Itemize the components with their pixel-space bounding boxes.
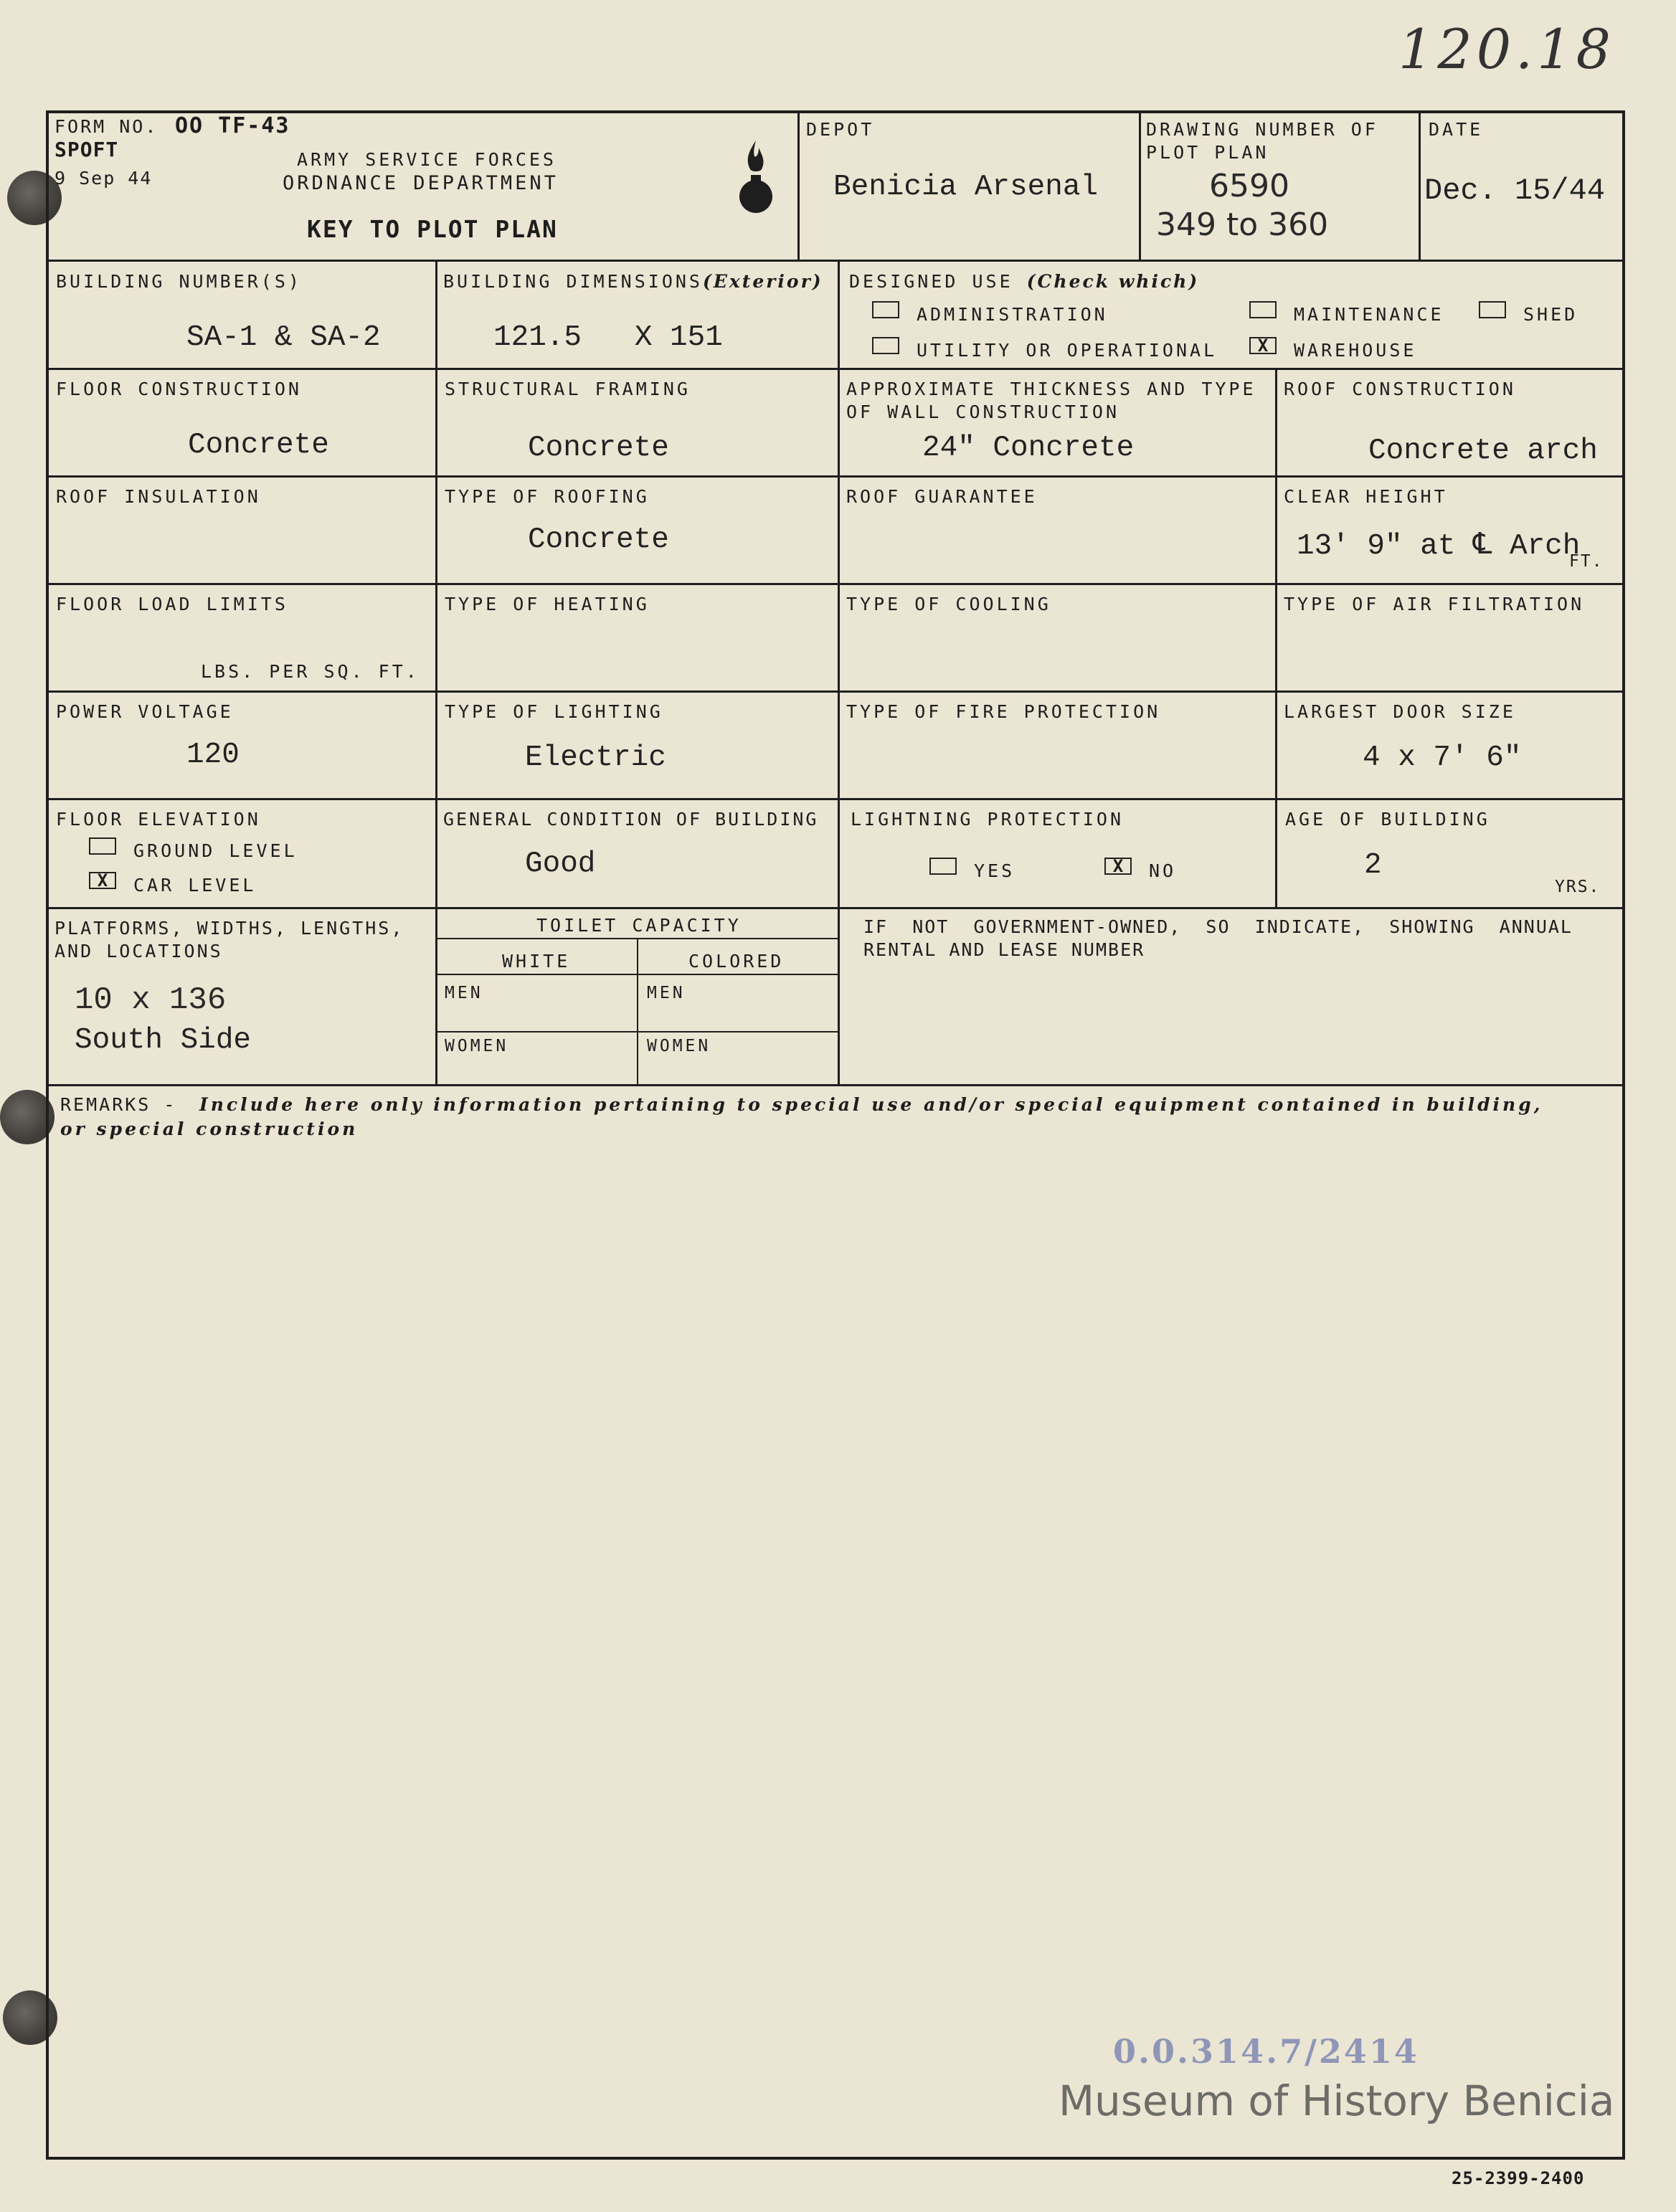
wall-construction-label-2: OF WALL CONSTRUCTION (846, 402, 1120, 422)
age-unit: YRS. (1555, 878, 1601, 896)
date-label: DATE (1429, 119, 1484, 140)
form-no-value: OO TF-43 (175, 113, 290, 138)
age-label: AGE OF BUILDING (1285, 809, 1490, 830)
warehouse-label: WAREHOUSE (1294, 340, 1417, 361)
rule-header-v1 (797, 113, 800, 261)
building-numbers-label: BUILDING NUMBER(S) (56, 271, 302, 292)
rule-row5-bottom (49, 798, 1622, 800)
org-line-2: ORDNANCE DEPARTMENT (283, 172, 559, 194)
toilet-white-women-label: WOMEN (445, 1037, 509, 1055)
rule-col2 (838, 260, 840, 1086)
rule-header-v2 (1139, 113, 1141, 261)
car-level-label: CAR LEVEL (133, 875, 257, 896)
rule-col1 (435, 260, 437, 1086)
rule-row6-bottom (49, 907, 1622, 909)
age-value: 2 (1364, 849, 1382, 882)
rule-row2-bottom (49, 475, 1622, 478)
clear-height-value: 13' 9" at ℄ Arch (1297, 530, 1581, 563)
floor-elevation-label: FLOOR ELEVATION (56, 809, 261, 830)
maintenance-label: MAINTENANCE (1294, 304, 1444, 325)
depot-value: Benicia Arsenal (833, 171, 1099, 204)
air-filtration-label: TYPE OF AIR FILTRATION (1284, 594, 1585, 614)
roof-construction-label: ROOF CONSTRUCTION (1284, 379, 1516, 399)
floor-construction-value: Concrete (188, 429, 329, 462)
condition-label: GENERAL CONDITION OF BUILDING (443, 809, 819, 830)
lightning-protection-label: LIGHTNING PROTECTION (851, 809, 1125, 830)
ground-level-label: GROUND LEVEL (133, 840, 298, 861)
door-size-label: LARGEST DOOR SIZE (1284, 701, 1516, 722)
form-date: 9 Sep 44 (55, 168, 153, 189)
structural-framing-value: Concrete (528, 432, 669, 465)
toilet-capacity-label: TOILET CAPACITY (536, 915, 742, 936)
floor-load-unit: LBS. PER SQ. FT. (201, 661, 420, 682)
door-size-value: 4 x 7' 6" (1363, 741, 1522, 774)
building-dimensions-label (443, 271, 823, 292)
designed-use-label (849, 271, 1199, 292)
rental-label-2: RENTAL AND LEASE NUMBER (863, 939, 1145, 960)
toilet-colored-label: COLORED (688, 951, 785, 972)
form-no-label: FORM NO. (55, 116, 158, 137)
platforms-label-1: PLATFORMS, WIDTHS, LENGTHS, (55, 918, 404, 939)
org-line-1: ARMY SERVICE FORCES (297, 149, 557, 170)
structural-framing-label: STRUCTURAL FRAMING (445, 379, 691, 399)
rule-header-bottom (49, 260, 1622, 262)
lightning-yes-checkbox[interactable] (929, 858, 957, 875)
toilet-white-label: WHITE (502, 951, 571, 972)
floor-construction-label: FLOOR CONSTRUCTION (56, 379, 302, 399)
heating-label: TYPE OF HEATING (445, 594, 650, 614)
platforms-label-2: AND LOCATIONS (55, 941, 223, 962)
rule-row4-bottom (49, 690, 1622, 693)
fire-protection-label: TYPE OF FIRE PROTECTION (846, 701, 1161, 722)
lightning-no-label: NO (1149, 860, 1177, 881)
lightning-yes-label: YES (974, 860, 1015, 881)
wall-construction-value: 24" Concrete (922, 432, 1135, 465)
archive-stamp-number: 0.0.314.7/2414 (1113, 2032, 1419, 2071)
building-dimensions-label-note: (Exterior) (702, 271, 823, 292)
designed-use-label-note: (Check which) (1026, 271, 1200, 292)
rule-header-v3 (1419, 113, 1421, 261)
form-code: SPOFT (55, 138, 119, 161)
lighting-value: Electric (525, 741, 666, 774)
car-level-checkbox[interactable]: X (89, 872, 116, 889)
depot-label: DEPOT (806, 119, 875, 140)
clear-height-label: CLEAR HEIGHT (1284, 486, 1448, 507)
drawing-number-label-1: DRAWING NUMBER OF (1146, 119, 1378, 140)
remarks-note-2: or special construction (60, 1119, 359, 1139)
building-dimensions-value: 121.5 X 151 (493, 321, 723, 354)
platforms-value-1: 10 x 136 (75, 982, 227, 1018)
remarks-note-1: Include here only information pertaining to special use and/or special equipment contained in building, (199, 1094, 1543, 1115)
shed-checkbox[interactable] (1479, 301, 1506, 318)
condition-value: Good (525, 848, 596, 880)
key-to-plot-plan-form (46, 110, 1625, 2160)
power-voltage-label: POWER VOLTAGE (56, 701, 234, 722)
rule-row1-bottom (49, 368, 1622, 370)
remarks-label: REMARKS - (60, 1094, 177, 1115)
building-dimensions-label-text: BUILDING DIMENSIONS (443, 271, 703, 292)
form-title: KEY TO PLOT PLAN (307, 215, 558, 243)
power-voltage-value: 120 (186, 739, 240, 772)
roof-insulation-label: ROOF INSULATION (56, 486, 261, 507)
drawing-number-value-1: 6590 (1209, 168, 1289, 204)
platforms-value-2: South Side (75, 1024, 252, 1057)
drawing-number-value-2: 349 to 360 (1156, 207, 1329, 243)
rule-row3-bottom (49, 583, 1622, 585)
roofing-type-value: Concrete (528, 523, 669, 556)
rental-label-1: IF NOT GOVERNMENT-OWNED, SO INDICATE, SHOWING ANNUAL (863, 916, 1573, 937)
roof-construction-value: Concrete arch (1368, 435, 1598, 467)
floor-load-label: FLOOR LOAD LIMITS (56, 594, 288, 614)
drawing-number-label-2: PLOT PLAN (1146, 142, 1269, 163)
ground-level-checkbox[interactable] (89, 837, 116, 855)
utility-operational-label: UTILITY OR OPERATIONAL (917, 340, 1218, 361)
date-value: Dec. 15/44 (1424, 174, 1606, 208)
warehouse-checkbox[interactable]: X (1249, 337, 1277, 354)
clear-height-unit: FT. (1569, 552, 1604, 571)
lightning-no-checkbox[interactable]: X (1104, 858, 1132, 875)
ordnance-flaming-bomb-icon (737, 139, 775, 218)
lighting-label: TYPE OF LIGHTING (445, 701, 663, 722)
rule-row7-bottom (49, 1084, 1622, 1086)
building-numbers-value: SA-1 & SA-2 (186, 321, 381, 354)
utility-operational-checkbox[interactable] (872, 337, 899, 354)
museum-watermark: Museum of History Benicia (1059, 2076, 1615, 2125)
rule-col3-upper (1275, 368, 1277, 908)
roofing-type-label: TYPE OF ROOFING (445, 486, 650, 507)
toilet-white-men-label: MEN (445, 984, 483, 1002)
cooling-label: TYPE OF COOLING (846, 594, 1051, 614)
toilet-colored-women-label: WOMEN (647, 1037, 711, 1055)
maintenance-checkbox[interactable] (1249, 301, 1277, 318)
roof-guarantee-label: ROOF GUARANTEE (846, 486, 1038, 507)
administration-checkbox[interactable] (872, 301, 899, 318)
toilet-colored-men-label: MEN (647, 984, 686, 1002)
administration-label: ADMINISTRATION (917, 304, 1108, 325)
shed-label: SHED (1523, 304, 1578, 325)
form-print-number: 25-2399-2400 (1452, 2168, 1585, 2188)
wall-construction-label-1: APPROXIMATE THICKNESS AND TYPE (846, 379, 1256, 399)
designed-use-label-text: DESIGNED USE (849, 271, 1013, 292)
corner-handwritten-note: 120.18 (1398, 17, 1615, 81)
rule-toilet-v (637, 938, 638, 1086)
